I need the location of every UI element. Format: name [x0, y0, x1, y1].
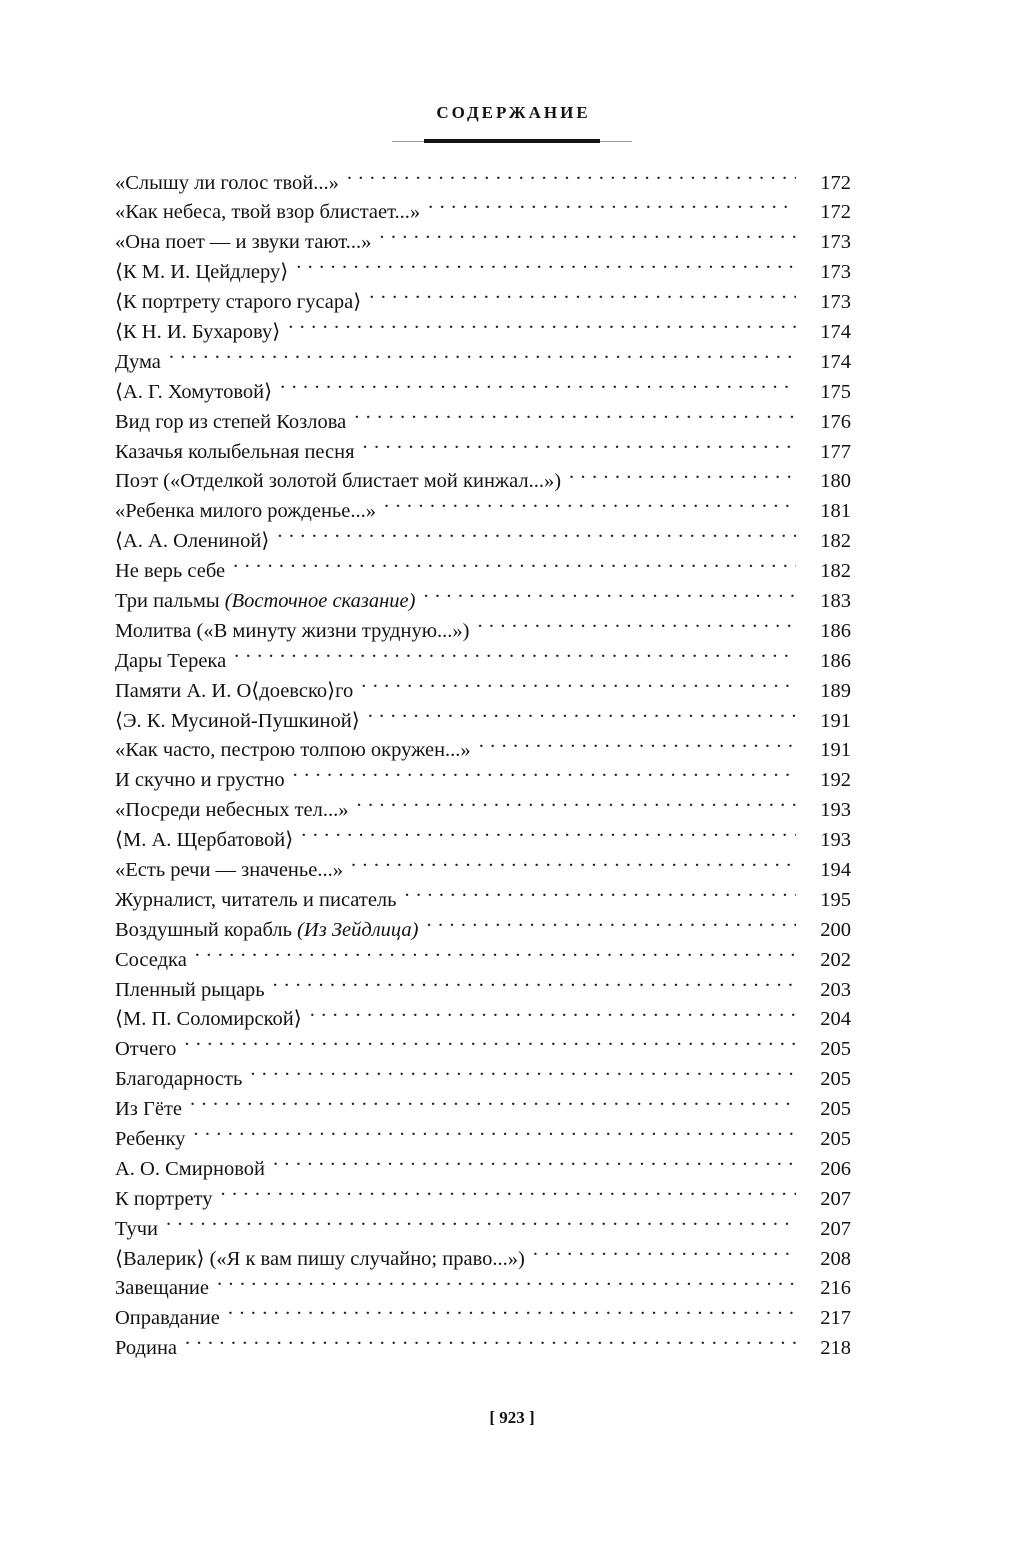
toc-entry[interactable] [115, 347, 851, 377]
toc-leader-dots [277, 527, 796, 548]
toc-entry-title: Журналист, читатель и писатель [115, 888, 397, 911]
toc-entry-page-number: 217 [820, 1307, 851, 1330]
toc-leader-dots [361, 676, 796, 697]
toc-entry-title: ⟨Э. К. Мусиной-Пушкиной⟩ [115, 709, 360, 732]
toc-leader-dots [533, 1244, 796, 1265]
toc-leader-dots [293, 766, 796, 787]
toc-leader-dots [357, 796, 797, 817]
toc-entry-title: ⟨А. А. Олениной⟩ [115, 530, 270, 553]
toc-entry[interactable] [115, 497, 851, 527]
toc-entry[interactable] [115, 676, 851, 706]
toc-entry-page-number: 206 [820, 1157, 851, 1180]
toc-entry-page-number: 173 [820, 261, 851, 284]
toc-leader-dots [193, 1125, 796, 1146]
toc-entry-page-number: 182 [820, 560, 851, 583]
toc-entry[interactable] [115, 317, 851, 347]
toc-entry-subtitle: (Восточное сказание) [224, 589, 416, 612]
toc-leader-dots [273, 1154, 796, 1175]
toc-entry[interactable] [115, 706, 851, 736]
toc-entry-page-number: 194 [820, 858, 851, 881]
toc-entry-title: Благодарность [115, 1068, 243, 1091]
toc-entry-title: «Она поет — и звуки тают...» [115, 231, 372, 254]
toc-entry[interactable] [115, 855, 851, 885]
toc-entry-title: «Есть речи — значенье...» [115, 858, 343, 881]
toc-entry[interactable] [115, 1125, 851, 1155]
toc-leader-dots [184, 1035, 796, 1056]
toc-leader-dots [477, 616, 796, 637]
toc-entry[interactable] [115, 557, 851, 587]
toc-entry-page-number: 205 [820, 1068, 851, 1091]
toc-leader-dots [369, 288, 796, 309]
toc-entry[interactable] [115, 377, 851, 407]
toc-leader-dots [221, 1184, 797, 1205]
toc-entry-title: Ребенку [115, 1128, 186, 1150]
toc-entry-title: «Как часто, пестрою толпою окружен...» [115, 739, 471, 762]
toc-entry-page-number: 183 [820, 589, 851, 612]
toc-entry-title: ⟨М. А. Щербатовой⟩ [115, 829, 294, 852]
toc-entry-title: Отчего [115, 1038, 177, 1061]
toc-entry-page-number: 172 [820, 171, 851, 194]
toc-entry-page-number: 207 [820, 1187, 851, 1210]
toc-entry-page-number: 175 [820, 380, 851, 403]
toc-entry-page-number: 176 [820, 410, 851, 433]
toc-entry-page-number: 200 [820, 918, 851, 941]
toc-entry-page-number: 174 [820, 350, 851, 373]
toc-entry-title: А. О. Смирновой [115, 1157, 265, 1180]
toc-entry-title: Казачья колыбельная песня [115, 440, 355, 463]
toc-entry-page-number: 181 [820, 500, 851, 523]
toc-leader-dots [379, 228, 796, 249]
toc-entry[interactable] [115, 1005, 851, 1035]
toc-leader-dots [363, 437, 796, 458]
toc-entry[interactable] [115, 1065, 851, 1095]
toc-entry-page-number: 205 [820, 1038, 851, 1061]
toc-entry-title: «Как небеса, твой взор блистает...» [115, 201, 421, 224]
toc-leader-dots [428, 198, 796, 219]
toc-leader-dots [250, 1065, 796, 1086]
toc-entry-page-number: 195 [820, 888, 851, 911]
toc-entry-page-number: 218 [820, 1337, 851, 1360]
toc-entry[interactable] [115, 1334, 851, 1364]
toc-leader-dots [233, 557, 796, 578]
toc-entry[interactable] [115, 228, 851, 258]
toc-entry-title: Родина [115, 1337, 178, 1360]
toc-entry[interactable] [115, 975, 851, 1005]
toc-leader-dots [169, 347, 796, 368]
toc-leader-dots [280, 377, 796, 398]
toc-leader-dots [569, 467, 796, 488]
toc-entry[interactable] [115, 198, 851, 228]
toc-entry-title: Пленный рыцарь [115, 978, 265, 1001]
toc-entry-page-number: 204 [820, 1008, 851, 1031]
toc-leader-dots [384, 497, 796, 518]
toc-entry-page-number: 180 [820, 470, 851, 493]
toc-entry-title: ⟨Валерик⟩ («Я к вам пишу случайно; право...») [115, 1247, 525, 1270]
toc-leader-dots [405, 885, 797, 906]
ornamental-rule [0, 137, 1024, 147]
toc-entry[interactable] [115, 527, 851, 557]
toc-entry[interactable] [115, 258, 851, 288]
toc-entry-page-number: 191 [820, 709, 851, 732]
toc-entry-title: Из Гёте [115, 1098, 183, 1121]
toc-entry-title: Вид гор из степей Козлова [115, 410, 347, 433]
toc-leader-dots [190, 1095, 796, 1116]
toc-entry[interactable] [115, 1214, 851, 1244]
toc-entry[interactable] [115, 1154, 851, 1184]
toc-entry-page-number: 203 [820, 978, 851, 1001]
toc-entry-title: Соседка [115, 948, 187, 971]
toc-entry-title: Тучи [115, 1217, 159, 1240]
toc-entry-page-number: 193 [820, 799, 851, 822]
toc-entry-page-number: 205 [820, 1128, 851, 1150]
page-folio: [ 923 ] [489, 1408, 535, 1427]
toc-entry[interactable] [115, 915, 851, 945]
toc-entry-title: Памяти А. И. О⟨доевско⟩го [115, 679, 354, 702]
toc-entry-subtitle: (Из Зейдлица) [297, 918, 419, 941]
toc-leader-dots [217, 1274, 796, 1295]
toc-entry-list [115, 168, 851, 1364]
toc-entry[interactable] [115, 437, 851, 467]
toc-leader-dots [354, 407, 796, 428]
toc-entry-title: «Посреди небесных тел...» [115, 799, 349, 822]
toc-entry-page-number: 191 [820, 739, 851, 762]
toc-entry[interactable] [115, 288, 851, 318]
toc-entry[interactable] [115, 885, 851, 915]
toc-entry[interactable] [115, 945, 851, 975]
toc-leader-dots [288, 317, 796, 338]
toc-entry[interactable] [115, 1244, 851, 1274]
toc-entry-title: ⟨К Н. И. Бухарову⟩ [115, 320, 281, 343]
toc-entry-page-number: 189 [820, 679, 851, 702]
toc-entry[interactable] [115, 646, 851, 676]
toc-entry-title: Оправдание [115, 1307, 220, 1330]
toc-entry-title: К портрету [115, 1187, 213, 1210]
toc-entry-title: Поэт («Отделкой золотой блистает мой кинжал...») [115, 470, 562, 493]
toc-leader-dots [423, 586, 796, 607]
toc-entry-page-number: 207 [820, 1217, 851, 1240]
toc-entry[interactable] [115, 796, 851, 826]
toc-entry-title: И скучно и грустно [115, 769, 285, 792]
toc-entry-page-number: 186 [820, 649, 851, 672]
toc-entry-title: Три пальмы (Восточное сказание) [115, 589, 416, 612]
toc-entry[interactable] [115, 826, 851, 856]
toc-leader-dots [479, 736, 796, 757]
toc-entry[interactable] [115, 168, 851, 198]
toc-entry[interactable] [115, 467, 851, 497]
toc-leader-dots [234, 646, 796, 667]
toc-leader-dots [296, 258, 796, 279]
toc-entry-page-number: 186 [820, 619, 851, 642]
toc-entry-title: ⟨К портрету старого гусара⟩ [115, 291, 362, 314]
toc-entry-page-number: 193 [820, 829, 851, 852]
toc-leader-dots [427, 915, 797, 936]
toc-entry-page-number: 173 [820, 231, 851, 254]
toc-entry[interactable] [115, 1035, 851, 1065]
toc-entry-page-number: 182 [820, 530, 851, 553]
toc-entry-title: Завещание [115, 1277, 209, 1300]
toc-entry-title: Воздушный корабль (Из Зейдлица) [115, 918, 419, 941]
toc-entry-title: Не верь себе [115, 560, 226, 583]
toc-leader-dots [166, 1214, 796, 1235]
toc-entry-page-number: 192 [820, 769, 851, 792]
toc-entry-title: Дума [115, 350, 161, 373]
toc-entry-page-number: 172 [820, 201, 851, 224]
toc-entry-title: ⟨М. П. Соломирской⟩ [115, 1008, 302, 1031]
toc-entry-page-number: 173 [820, 291, 851, 314]
running-head-title: СОДЕРЖАНИЕ [436, 103, 591, 122]
toc-leader-dots [228, 1304, 796, 1325]
toc-entry-page-number: 177 [820, 440, 851, 463]
toc-entry-title: ⟨А. Г. Хомутовой⟩ [115, 380, 273, 403]
toc-leader-dots [273, 975, 796, 996]
toc-entry-page-number: 205 [820, 1098, 851, 1121]
toc-entry[interactable] [115, 736, 851, 766]
toc-entry[interactable] [115, 1184, 851, 1214]
toc-leader-dots [368, 706, 796, 727]
toc-entry-page-number: 174 [820, 320, 851, 343]
toc-leader-dots [347, 168, 796, 189]
toc-entry-page-number: 216 [820, 1277, 851, 1300]
toc-entry-title: «Ребенка милого рожденье...» [115, 500, 377, 523]
toc-entry[interactable] [115, 1274, 851, 1304]
toc-entry-page-number: 208 [820, 1247, 851, 1270]
toc-entry-title: Дары Терека [115, 649, 227, 672]
toc-entry[interactable] [115, 1304, 851, 1334]
toc-entry-title: Молитва («В минуту жизни трудную...») [115, 619, 470, 642]
toc-entry[interactable] [115, 586, 851, 616]
toc-leader-dots [301, 826, 796, 847]
toc-entry[interactable] [115, 766, 851, 796]
toc-entry[interactable] [115, 1095, 851, 1125]
toc-leader-dots [310, 1005, 796, 1026]
toc-entry-page-number: 202 [820, 948, 851, 971]
rule-thick-bar [424, 139, 600, 143]
toc-leader-dots [195, 945, 796, 966]
toc-entry[interactable] [115, 616, 851, 646]
toc-leader-dots [185, 1334, 796, 1355]
toc-entry-title: «Слышу ли голос твой...» [115, 171, 339, 194]
toc-entry[interactable] [115, 407, 851, 437]
toc-entry-title: ⟨К М. И. Цейдлеру⟩ [115, 261, 289, 284]
toc-leader-dots [351, 855, 796, 876]
